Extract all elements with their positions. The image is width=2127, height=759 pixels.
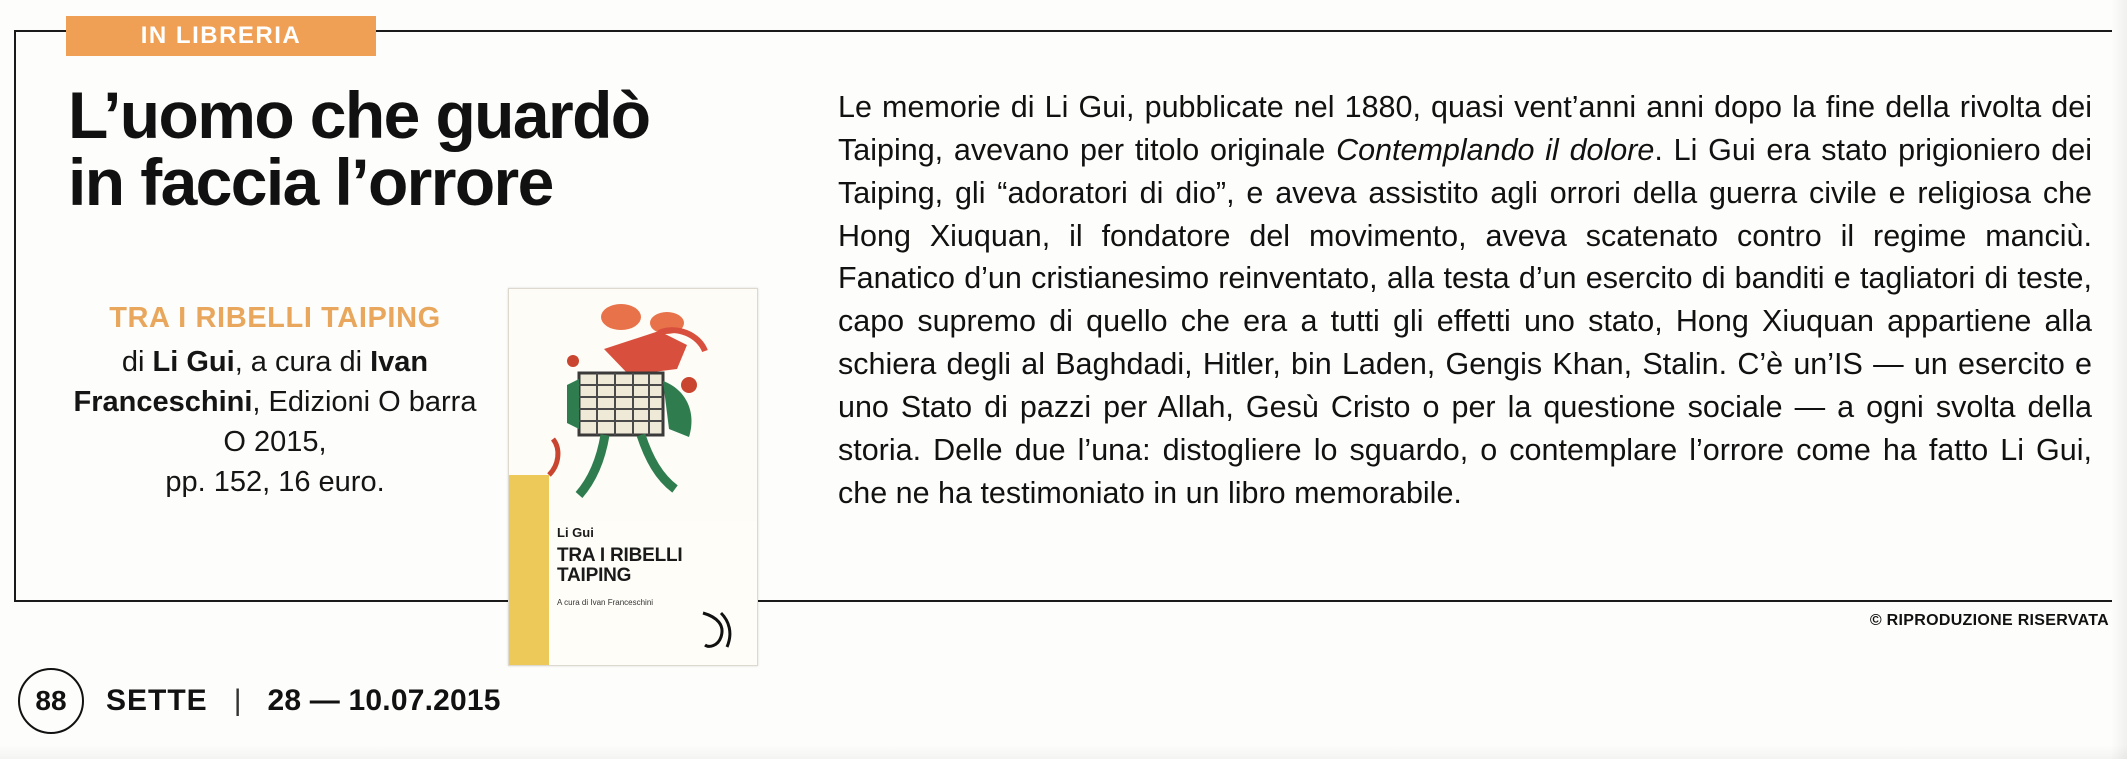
headline-line-1: L’uomo che guardò: [68, 78, 650, 152]
scan-edge-shading-bottom: [0, 745, 2127, 759]
book-title-italic: Contemplando il dolore: [1336, 132, 1655, 167]
article-body: [838, 86, 2092, 514]
headline-line-2: in faccia l’orrore: [68, 145, 553, 220]
scan-edge-shading-right: [2111, 0, 2127, 759]
book-cover-image: [508, 288, 758, 666]
cover-editor-note: A cura di Ivan Franceschini: [557, 598, 654, 608]
page-folio: [18, 668, 501, 734]
credits-editor: Ivan Franceschini: [73, 346, 429, 419]
book-subhead: TRA I RIBELLI TAIPING: [109, 302, 441, 334]
cover-spine-band: [509, 475, 549, 665]
book-credits: [70, 298, 480, 502]
cover-title-line-1: TRA I RIBELLI: [557, 545, 683, 566]
section-kicker-tab: [66, 16, 376, 56]
credits-mid: , a cura di: [234, 346, 371, 379]
page-number: 88: [18, 668, 84, 734]
cover-text-block: [557, 525, 747, 607]
section-kicker-label: IN LIBRERIA: [140, 22, 302, 49]
bottom-rule: [14, 600, 2112, 602]
copyright-note: © RIPRODUZIONE RISERVATA: [1869, 612, 2109, 629]
folio-separator: |: [233, 684, 242, 717]
credits-prefix: di: [121, 346, 153, 379]
credits-publisher: , Edizioni O barra O 2015,: [223, 386, 477, 459]
left-rule: [14, 30, 16, 602]
magazine-name: SETTE: [106, 684, 208, 717]
credits-pages-price: pp. 152, 16 euro.: [165, 466, 385, 499]
issue-date: 28 — 10.07.2015: [267, 684, 501, 717]
article-body-text: Le memorie di Li Gui, pubblicate nel 1880, quasi vent’anni anni dopo la fine della rivolta dei Taiping, avevano per titolo originale Contemplando il dolore. Li Gui era stato prigioniero dei Taiping, gli “adoratori di dio”, e aveva assistito agli orrori della guerra civile e religiosa che Hong Xiuquan, il fondatore del movimento, aveva scatenato contro il regime manciù. Fanatico d’un cristianesimo reinventato, alla testa d’un esercito di banditi e tagliatori di teste, capo supremo di quello che era a tutti gli effetti uno stato, Hong Xiuquan appartiene alla schiera degli al Baghdadi, Hitler, bin Laden, Gengis Khan, Stalin. C’è un’IS — un esercito e uno Stato di pazzi per Allah, Gesù Cristo o per la questione sociale — a ogni svolta della storia. Delle due l’una: distogliere lo sguardo, o contemplare l’orrore come ha fatto Li Gui, che ne ha testimoniato in un libro memorabile.: [838, 90, 2092, 510]
cover-title-line-2: TAIPING: [557, 565, 632, 587]
cover-author: Li Gui: [557, 525, 594, 540]
publisher-logo-icon: [695, 607, 741, 653]
credits-author: Li Gui: [152, 346, 235, 379]
page-title: [68, 78, 768, 220]
